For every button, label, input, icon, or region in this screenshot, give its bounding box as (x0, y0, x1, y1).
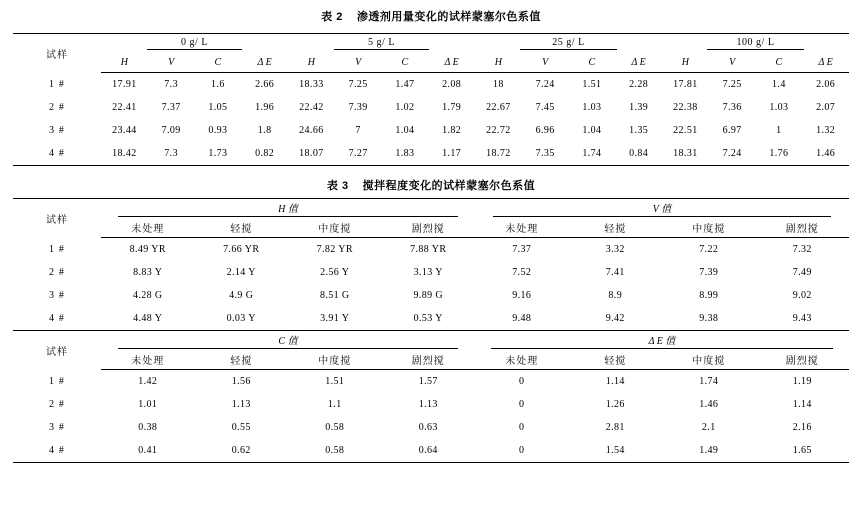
table2-cell-2-8: 22.72 (486, 125, 511, 136)
table3-bottom-cell-1-1: 1.13 (231, 399, 251, 410)
table3-bottom-cell-3-2: 0.58 (288, 439, 382, 463)
table3-bottom-cell-0-0: 1.42 (138, 376, 158, 387)
table2-cell-2-14: 1 (776, 125, 782, 136)
table3-top-cell-1-2: 2.56 Y (320, 267, 350, 278)
table3-bottom-cell-0-5: 1.14 (605, 376, 625, 387)
table3-bottom-cell-0-7: 1.19 (792, 376, 812, 387)
table2-row2-sample: 3 # (48, 125, 66, 136)
table2-sub-0-C: C (195, 53, 242, 73)
table2-cell-2-12: 22.51 (673, 125, 698, 136)
table2-cell-0-8: 18 (492, 79, 504, 90)
table-row (13, 96, 849, 119)
table2-cell-3-9: 7.35 (522, 142, 569, 166)
table2-cell-3-13: 7.24 (709, 142, 756, 166)
table3-top-group-header-row (13, 199, 849, 219)
table3-top-cell-3-6: 9.38 (662, 307, 756, 331)
table3-bottom-group-header-row (13, 331, 849, 350)
table3-bottom-cell-3-6: 1.49 (662, 439, 756, 463)
table3-bottom-sub-0: 未处理 (101, 350, 195, 370)
table3-top-cell-0-7: 7.32 (792, 244, 812, 255)
table3-top-cell-1-3: 3.13 Y (413, 267, 443, 278)
table2-sample-header: 试样 (13, 34, 101, 73)
table3-bottom-sample-header: 试样 (46, 346, 68, 358)
table3-bottom-sub-3: 剧烈搅 (382, 350, 476, 370)
table2-cell-0-14: 1.4 (772, 79, 786, 90)
table2-cell-1-13: 7.36 (722, 102, 742, 113)
table2-cell-1-15: 2.07 (816, 102, 836, 113)
table3-top-cell-0-5: 3.32 (605, 244, 625, 255)
table2-cell-3-12: 18.31 (662, 142, 709, 166)
table2-cell-0-7: 2.08 (442, 79, 462, 90)
table3-bottom-cell-0-1: 1.56 (231, 376, 251, 387)
table3-bottom-cell-3-0: 0.41 (101, 439, 195, 463)
table3-bottom-cell-2-5: 2.81 (605, 422, 625, 433)
table2-cell-1-4: 22.42 (299, 102, 324, 113)
table3-top (13, 198, 849, 331)
table2-cell-0-2: 1.6 (211, 79, 225, 90)
table2-cell-0-13: 7.25 (722, 79, 742, 90)
table3-bottom (13, 331, 849, 463)
table3-bottom-cell-2-3: 0.63 (418, 422, 438, 433)
table3-top-cell-0-1: 7.66 YR (223, 244, 260, 255)
table2-cell-2-10: 1.04 (582, 125, 602, 136)
table-row (13, 416, 849, 439)
table3-bottom-cell-3-7: 1.65 (756, 439, 850, 463)
table-row (13, 238, 849, 262)
table-row (13, 73, 849, 97)
table2-cell-1-5: 7.39 (348, 102, 368, 113)
table3-bottom-subheader-row (13, 350, 849, 370)
table3-bottom-cell-0-4: 0 (519, 376, 525, 387)
table2-sub-1-H: H (288, 53, 335, 73)
table3-top-cell-1-4: 7.52 (512, 267, 532, 278)
table3-top-sub-4: 未处理 (475, 218, 569, 238)
table2-cell-3-8: 18.72 (475, 142, 522, 166)
table2-cell-0-1: 7.3 (164, 79, 178, 90)
table2-sub-3-V: V (709, 53, 756, 73)
table3-bottom-row1-sample: 2 # (48, 399, 66, 410)
table2-cell-2-0: 23.44 (112, 125, 137, 136)
table3-bottom-sub-2: 中度搅 (288, 350, 382, 370)
table3-top-sub-2: 中度搅 (288, 218, 382, 238)
table3-top-cell-3-5: 9.42 (569, 307, 663, 331)
table2-group-1: 5 g/ L (334, 37, 429, 50)
table3-bottom-group-C: C 值 (118, 332, 457, 349)
table2-cell-2-11: 1.35 (629, 125, 649, 136)
table2-group-0: 0 g/ L (147, 37, 242, 50)
table3-bottom-sub-1: 轻搅 (195, 350, 289, 370)
table-row (13, 370, 849, 394)
table2-sub-1-C: C (382, 53, 429, 73)
table2-cell-3-11: 0.84 (615, 142, 662, 166)
table3-top-cell-2-7: 9.02 (792, 290, 812, 301)
table3-bottom-sub-4: 未处理 (475, 350, 569, 370)
table3-top-cell-3-3: 0.53 Y (382, 307, 476, 331)
table2-cell-1-7: 1.79 (442, 102, 462, 113)
table3-top-cell-3-7: 9.43 (756, 307, 850, 331)
table2-subheader-row (13, 53, 849, 73)
table3-top-cell-1-1: 2.14 Y (226, 267, 256, 278)
table3-top-cell-3-0: 4.48 Y (101, 307, 195, 331)
table3-top-row1-sample: 2 # (48, 267, 66, 278)
table3-top-sub-0: 未处理 (101, 218, 195, 238)
table3-bottom-cell-3-3: 0.64 (382, 439, 476, 463)
table3-top-sub-3: 剧烈搅 (382, 218, 476, 238)
table3-top-cell-0-3: 7.88 YR (410, 244, 447, 255)
table3-top-cell-3-2: 3.91 Y (288, 307, 382, 331)
table3-top-cell-1-0: 8.83 Y (133, 267, 163, 278)
table2-sub-3-C: C (756, 53, 803, 73)
table2-row3-sample: 4 # (13, 142, 101, 166)
table3-bottom-cell-1-5: 1.26 (605, 399, 625, 410)
table3-top-cell-1-5: 7.41 (605, 267, 625, 278)
table3-top-sub-5: 轻搅 (569, 218, 663, 238)
table2-cell-3-2: 1.73 (195, 142, 242, 166)
table2-cell-1-1: 7.37 (161, 102, 181, 113)
table3-bottom-cell-2-2: 0.58 (325, 422, 345, 433)
table2-cell-3-3: 0.82 (241, 142, 288, 166)
table3-bottom-cell-3-5: 1.54 (569, 439, 663, 463)
table3-bottom-cell-0-3: 1.57 (418, 376, 438, 387)
table2-cell-0-9: 7.24 (535, 79, 555, 90)
table3-bottom-cell-1-6: 1.46 (699, 399, 719, 410)
table3-bottom-row3-sample: 4 # (13, 439, 101, 463)
table2-cell-1-8: 22.67 (486, 102, 511, 113)
table2-cell-1-14: 1.03 (769, 102, 789, 113)
table3-bottom-group-dE: Δ E 值 (491, 332, 834, 349)
table3-bottom-cell-3-4: 0 (475, 439, 569, 463)
table3-top-cell-2-1: 4.9 G (229, 290, 254, 301)
table3-bottom-cell-1-4: 0 (519, 399, 525, 410)
table-row (13, 393, 849, 416)
table3-bottom-cell-0-2: 1.51 (325, 376, 345, 387)
table2-cell-1-10: 1.03 (582, 102, 602, 113)
table2-sub-3-dE: Δ E (802, 53, 849, 73)
table3-top-cell-2-0: 4.28 G (132, 290, 163, 301)
table2-cell-2-15: 1.32 (816, 125, 836, 136)
table3-top-cell-0-2: 7.82 YR (316, 244, 353, 255)
table2-cell-2-6: 1.04 (395, 125, 415, 136)
table3-top-row2-sample: 3 # (48, 290, 66, 301)
table2-cell-2-1: 7.09 (161, 125, 181, 136)
document-page (0, 8, 862, 506)
table2-caption-number: 表 2 (321, 11, 343, 23)
table3-top-row0-sample: 1 # (48, 243, 66, 255)
table3-top-cell-1-6: 7.39 (699, 267, 719, 278)
table3-top-row3-sample: 4 # (13, 307, 101, 331)
table3-top-subheader-row (13, 218, 849, 238)
table2-cell-3-7: 1.17 (428, 142, 475, 166)
table2-group-header-row (13, 34, 849, 54)
table3-bottom-cell-3-1: 0.62 (195, 439, 289, 463)
table2-group-2: 25 g/ L (520, 37, 616, 50)
table2 (13, 33, 849, 166)
table2-cell-1-11: 1.39 (629, 102, 649, 113)
table2-sub-0-H: H (101, 53, 148, 73)
table3-top-cell-3-1: 0.03 Y (195, 307, 289, 331)
table2-cell-0-3: 2.66 (255, 79, 275, 90)
table3-top-cell-2-3: 9.89 G (413, 290, 444, 301)
table2-cell-3-6: 1.83 (382, 142, 429, 166)
table-row (13, 142, 849, 166)
table3-bottom-cell-2-0: 0.38 (138, 422, 158, 433)
table3-bottom-row0-sample: 1 # (48, 375, 66, 387)
table3-top-cell-0-0: 8.49 YR (129, 244, 166, 255)
table2-cell-1-3: 1.96 (255, 102, 275, 113)
table2-sub-2-dE: Δ E (615, 53, 662, 73)
table3-bottom-cell-0-6: 1.74 (699, 376, 719, 387)
table3-top-cell-0-4: 7.37 (512, 244, 532, 255)
table2-cell-2-2: 0.93 (208, 125, 228, 136)
table2-cell-2-7: 1.82 (442, 125, 462, 136)
table3-bottom-cell-2-6: 2.1 (701, 422, 716, 433)
table2-cell-1-6: 1.02 (395, 102, 415, 113)
table2-cell-0-11: 2.28 (629, 79, 649, 90)
table2-cell-2-9: 6.96 (535, 125, 555, 136)
table3-top-group-H: H 值 (118, 200, 458, 217)
table2-cell-0-5: 7.25 (348, 79, 368, 90)
table2-cell-2-5: 7 (355, 125, 361, 136)
table2-sub-0-V: V (148, 53, 195, 73)
table2-cell-0-6: 1.47 (395, 79, 415, 90)
table2-cell-3-15: 1.46 (802, 142, 849, 166)
table3-top-group-V: V 值 (493, 200, 831, 217)
table3-bottom-cell-2-7: 2.16 (792, 422, 812, 433)
table2-cell-0-15: 2.06 (816, 79, 836, 90)
table3-bottom-cell-1-2: 1.1 (327, 399, 342, 410)
table3-top-cell-0-6: 7.22 (699, 244, 719, 255)
table2-sub-0-dE: Δ E (241, 53, 288, 73)
table3-bottom-sub-7: 剧烈搅 (756, 350, 850, 370)
table3-top-sample-header: 试样 (13, 199, 101, 238)
table2-sub-1-dE: Δ E (428, 53, 475, 73)
table2-cell-3-1: 7.3 (148, 142, 195, 166)
table2-sub-2-H: H (475, 53, 522, 73)
table-row (13, 261, 849, 284)
table2-row1-sample: 2 # (48, 102, 66, 113)
table2-cell-2-13: 6.97 (722, 125, 742, 136)
table3-top-cell-2-5: 8.9 (608, 290, 623, 301)
table3-top-cell-2-2: 8.51 G (319, 290, 350, 301)
table2-cell-2-3: 1.8 (257, 125, 272, 136)
table3-top-sub-6: 中度搅 (662, 218, 756, 238)
table2-cell-3-0: 18.42 (101, 142, 148, 166)
table3-bottom-cell-1-0: 1.01 (138, 399, 158, 410)
table2-cell-0-12: 17.81 (673, 79, 698, 90)
table3-top-cell-3-4: 9.48 (475, 307, 569, 331)
table2-cell-2-4: 24.66 (299, 125, 324, 136)
table3-bottom-row2-sample: 3 # (48, 422, 66, 433)
table3-bottom-sub-6: 中度搅 (662, 350, 756, 370)
table3-top-sub-1: 轻搅 (195, 218, 289, 238)
table-row (13, 439, 849, 463)
table2-caption-text: 渗透剂用量变化的试样蒙塞尔色系值 (356, 11, 541, 23)
table2-cell-0-0: 17.91 (112, 79, 137, 90)
table2-sub-2-V: V (522, 53, 569, 73)
table2-cell-3-14: 1.76 (756, 142, 803, 166)
table3-caption (0, 177, 862, 193)
table3-caption-number: 表 3 (326, 180, 349, 192)
table2-sub-1-V: V (335, 53, 382, 73)
table2-cell-1-9: 7.45 (535, 102, 555, 113)
table3-bottom-cell-1-7: 1.14 (792, 399, 812, 410)
table2-cell-0-4: 18.33 (299, 79, 324, 90)
table2-sub-3-H: H (662, 53, 709, 73)
table2-sub-2-C: C (569, 53, 616, 73)
table-row (13, 307, 849, 331)
table2-cell-3-4: 18.07 (288, 142, 335, 166)
table2-cell-1-12: 22.38 (673, 102, 698, 113)
table2-cell-1-2: 1.05 (208, 102, 228, 113)
table-row (13, 284, 849, 307)
table3-bottom-cell-1-3: 1.13 (418, 399, 438, 410)
table3-bottom-cell-2-4: 0 (519, 422, 525, 433)
table-row (13, 119, 849, 142)
table3-caption-text: 搅拌程度变化的试样蒙塞尔色系值 (362, 180, 536, 192)
table3-top-cell-2-4: 9.16 (512, 290, 532, 301)
table2-cell-0-10: 1.51 (582, 79, 602, 90)
table2-group-3: 100 g/ L (707, 37, 805, 50)
table3-top-cell-1-7: 7.49 (792, 267, 812, 278)
table2-cell-3-5: 7.27 (335, 142, 382, 166)
table2-caption (0, 8, 862, 24)
table3-bottom-sub-5: 轻搅 (569, 350, 663, 370)
table3-bottom-cell-2-1: 0.55 (231, 422, 251, 433)
table3-top-cell-2-6: 8.99 (699, 290, 719, 301)
table3-top-sub-7: 剧烈搅 (756, 218, 850, 238)
table2-cell-1-0: 22.41 (112, 102, 137, 113)
table2-row0-sample: 1 # (48, 78, 66, 90)
table2-cell-3-10: 1.74 (569, 142, 616, 166)
